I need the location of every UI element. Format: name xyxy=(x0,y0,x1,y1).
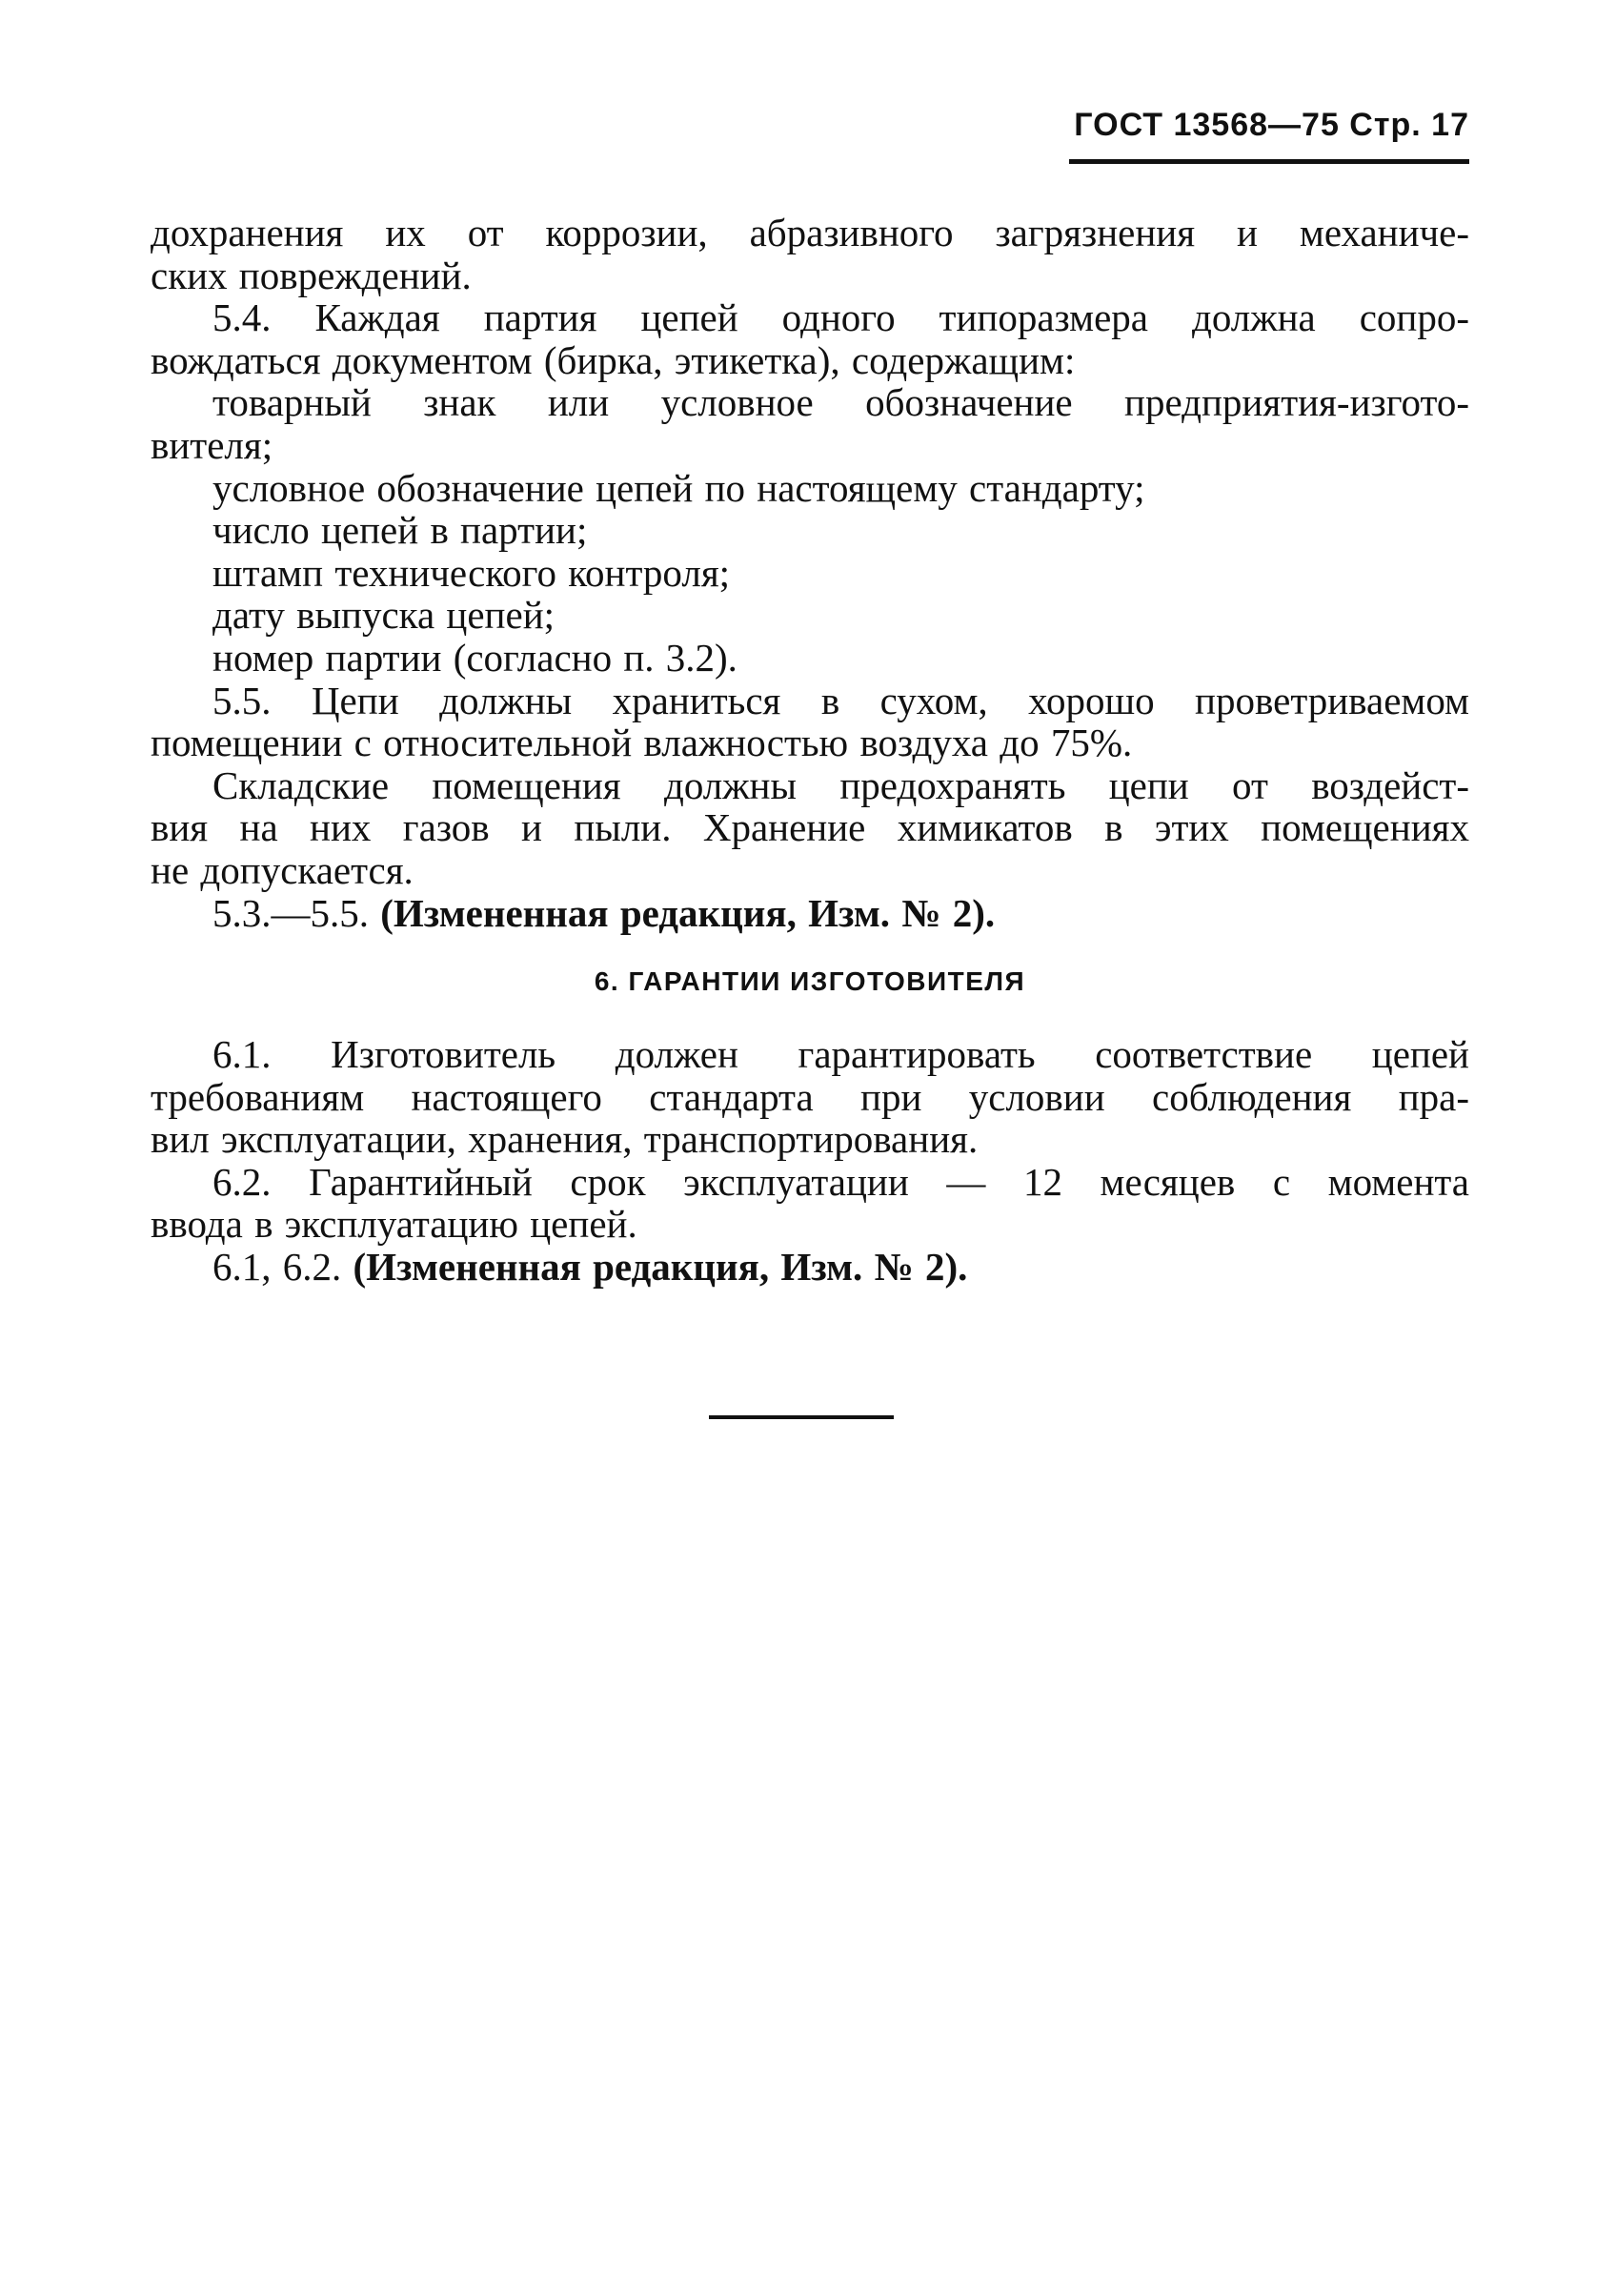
amendment-text: (Измененная редакция, Изм. № 2). xyxy=(353,1245,968,1290)
clause-6-2-line: 6.2. Гарантийный срок эксплуатации — 12 месяцев с момента xyxy=(212,1159,1469,1204)
running-head: ГОСТ 13568—75 Стр. 17 xyxy=(1074,107,1469,143)
clause-5-4-item: товарный знак или условное обозначение предприятия-изгото- xyxy=(212,380,1469,425)
storage-paragraph-line: вия на них газов и пыли. Хранение химикатов в этих помещениях xyxy=(151,805,1469,850)
clause-5-4-item: дату выпуска цепей; xyxy=(212,593,556,638)
amendment-ref: 6.1, 6.2. xyxy=(212,1245,342,1290)
clause-5-4-line: вождаться документом (бирка, этикетка), содержащим: xyxy=(151,337,1076,382)
clause-5-4-line: 5.4. Каждая партия цепей одного типоразмера должна сопро- xyxy=(212,295,1469,340)
amendment-ref: 5.3.—5.5. xyxy=(212,890,369,935)
clause-6-2-line: ввода в эксплуатацию цепей. xyxy=(151,1202,637,1247)
clause-5-4-item: вителя; xyxy=(151,422,273,467)
amendment-text: (Измененная редакция, Изм. № 2). xyxy=(380,890,996,935)
clause-5-4-item: условное обозначение цепей по настоящему стандарту; xyxy=(212,465,1145,510)
section-title: 6. ГАРАНТИИ ИЗГОТОВИТЕЛЯ xyxy=(594,966,1026,997)
clause-5-5-line: помещении с относительной влажностью воздуха до 75%. xyxy=(151,721,1133,765)
end-rule xyxy=(709,1415,894,1419)
paragraph-line: ских повреждений. xyxy=(151,253,472,297)
amendment-note xyxy=(151,892,1469,935)
clause-6-1-line: вил эксплуатации, хранения, транспортирования. xyxy=(151,1117,979,1162)
clause-5-5-line: 5.5. Цепи должны храниться в сухом, хорошо проветриваемом xyxy=(212,678,1469,722)
clause-5-4-item: число цепей в партии; xyxy=(212,508,588,553)
storage-paragraph-line: Складские помещения должны предохранять цепи от воздейст- xyxy=(212,762,1469,807)
clause-6-1-line: 6.1. Изготовитель должен гарантировать соответствие цепей xyxy=(212,1032,1469,1077)
amendment-note xyxy=(151,1246,1469,1289)
clause-6-1-line: требованиям настоящего стандарта при условии соблюдения пра- xyxy=(151,1074,1469,1119)
clause-5-4-item: номер партии (согласно п. 3.2). xyxy=(212,635,737,680)
paragraph-line: дохранения их от коррозии, абразивного загрязнения и механиче- xyxy=(151,211,1469,254)
storage-paragraph-line: не допускается. xyxy=(151,847,414,892)
body-text xyxy=(151,212,1469,1289)
header-rule xyxy=(1069,159,1469,164)
clause-5-4-item: штамп технического контроля; xyxy=(212,550,731,595)
